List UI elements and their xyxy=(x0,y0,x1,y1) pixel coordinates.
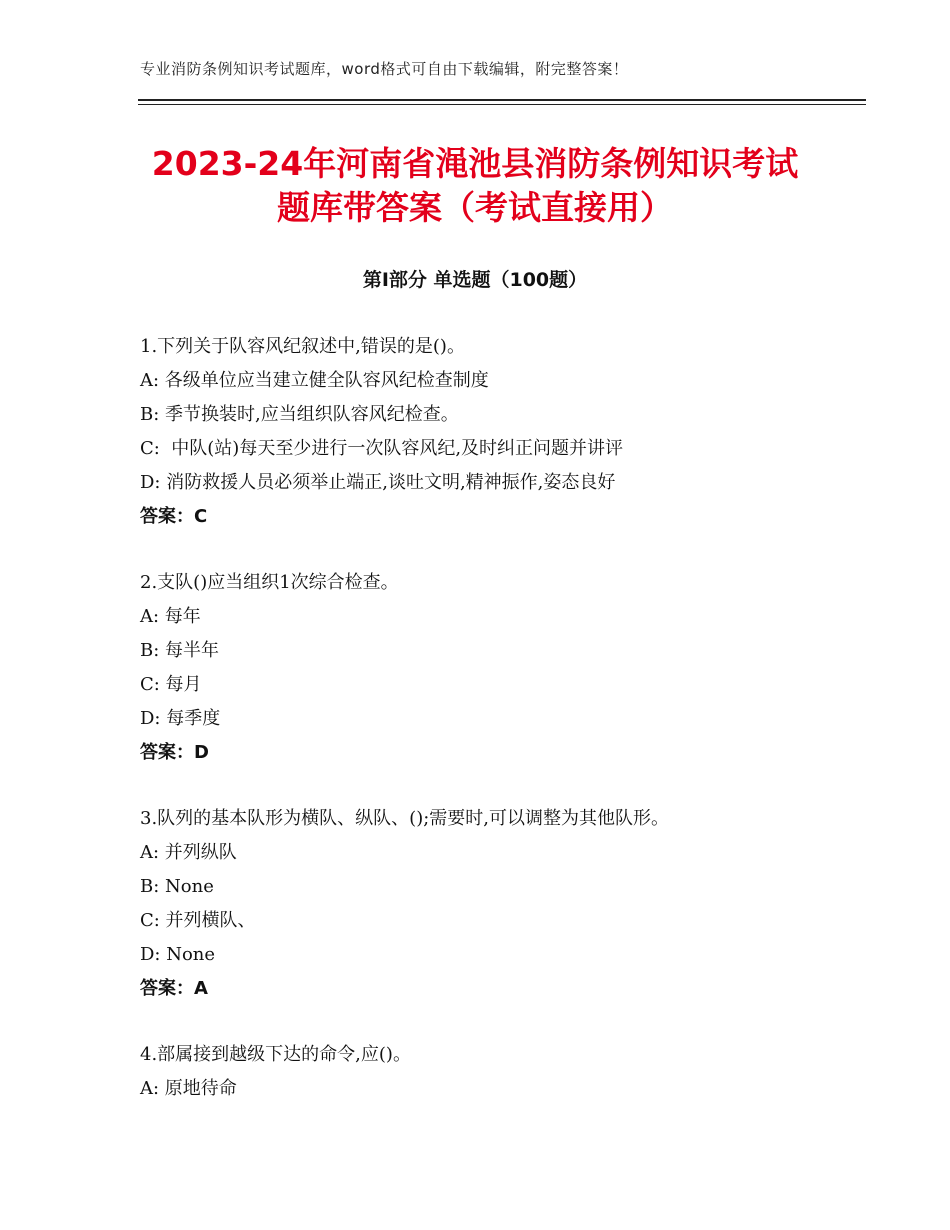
option-c: C: 每月 xyxy=(140,674,202,695)
question-block xyxy=(140,1038,860,1106)
option-c: C: 并列横队、 xyxy=(140,910,256,931)
option-a: A: 各级单位应当建立健全队容风纪检查制度 xyxy=(140,370,489,391)
option-d: D: 每季度 xyxy=(140,708,221,729)
answer-line: 答案：D xyxy=(140,742,209,763)
header-rule-thin xyxy=(138,104,866,105)
option-c: C: 中队(站)每天至少进行一次队容风纪,及时纠正问题并讲评 xyxy=(140,438,624,459)
option-b: B: None xyxy=(140,876,214,897)
question-stem: 2.支队()应当组织1次综合检查。 xyxy=(140,572,399,593)
question-block xyxy=(140,330,860,534)
document-title-line-1: 2023-24年河南省渑池县消防条例知识考试 xyxy=(151,144,799,183)
answer-line: 答案：A xyxy=(140,978,208,999)
option-b: B: 每半年 xyxy=(140,640,220,661)
option-b: B: 季节换装时,应当组织队容风纪检查。 xyxy=(140,404,459,425)
question-stem: 4.部属接到越级下达的命令,应()。 xyxy=(140,1044,411,1065)
answer-line: 答案：C xyxy=(140,506,208,527)
option-a: A: 原地待命 xyxy=(140,1078,237,1099)
header-rule-thick xyxy=(138,99,866,101)
question-block xyxy=(140,566,860,770)
question-block xyxy=(140,802,860,1006)
option-d: D: 消防救援人员必须举止端正,谈吐文明,精神振作,姿态良好 xyxy=(140,472,616,493)
question-stem: 3.队列的基本队形为横队、纵队、();需要时,可以调整为其他队形。 xyxy=(140,808,670,829)
question-stem: 1.下列关于队容风纪叙述中,错误的是()。 xyxy=(140,336,465,357)
option-a: A: 并列纵队 xyxy=(140,842,237,863)
option-d: D: None xyxy=(140,944,216,965)
question-list xyxy=(140,330,860,1138)
option-a: A: 每年 xyxy=(140,606,201,627)
document-title-line-2: 题库带答案（考试直接用） xyxy=(277,188,673,227)
header-note: 专业消防条例知识考试题库，word格式可自由下载编辑，附完整答案！ xyxy=(140,60,629,78)
document-title xyxy=(100,142,850,230)
section-title: 第Ⅰ部分 单选题（100题） xyxy=(362,269,588,291)
